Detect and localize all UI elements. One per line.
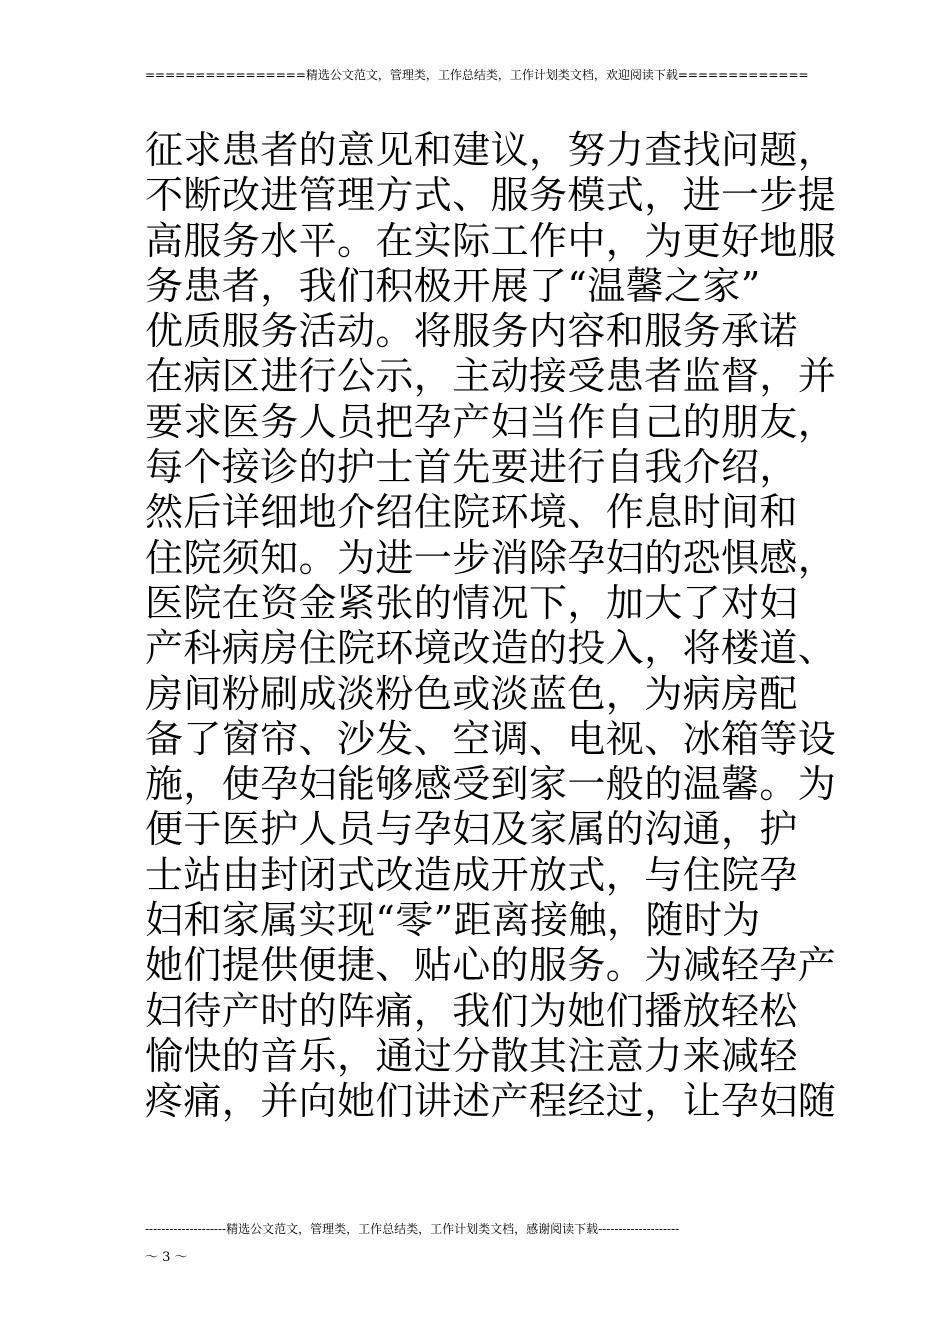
page-header: ================精选公文范文，管理类，工作总结类，工作计划类文档，欢迎阅读下载============= <box>145 68 809 82</box>
body-line: 士站由封闭式改造成开放式，与住院孕 <box>145 852 798 897</box>
body-line: 征求患者的意见和建议，努力查找问题， <box>145 128 837 172</box>
body-line: 要求医务人员把孕产妇当作自己的朋友， <box>145 399 837 444</box>
body-line: 然后详细地介绍住院环境、作息时间和 <box>145 490 798 535</box>
body-line: 备了窗帘、沙发、空调、电视、冰箱等设 <box>145 716 837 761</box>
body-line: 医院在资金紧张的情况下，加大了对妇 <box>145 580 798 625</box>
body-line: 疼痛，并向她们讲述产程经过，让孕妇随 <box>145 1079 837 1124</box>
body-line: 不断改进管理方式、服务模式，进一步提 <box>145 173 837 218</box>
body-line: 产科病房住院环境改造的投入，将楼道、 <box>145 626 837 671</box>
body-line: 务患者，我们积极开展了“温馨之家” <box>145 263 761 308</box>
page-number: ～ 3 ～ <box>145 1250 188 1265</box>
body-line: 房间粉刷成淡粉色或淡蓝色，为病房配 <box>145 671 798 716</box>
body-line: 高服务水平。在实际工作中，为更好地服 <box>145 218 837 263</box>
body-line: 妇待产时的阵痛，我们为她们播放轻松 <box>145 988 798 1033</box>
body-line: 妇和家属实现“零”距离接触，随时为 <box>145 898 761 943</box>
body-line: 优质服务活动。将服务内容和服务承诺 <box>145 309 798 354</box>
body-line: 在病区进行公示，主动接受患者监督，并 <box>145 354 837 399</box>
body-line: 每个接诊的护士首先要进行自我介绍， <box>145 445 798 490</box>
page-footer: --------------------精选公文范文，管理类，工作总结类，工作计划类文档，感谢阅读下载-------------------- <box>145 1222 680 1236</box>
body-line: 愉快的音乐，通过分散其注意力来减轻 <box>145 1033 798 1078</box>
document-body <box>145 128 837 1125</box>
body-line: 她们提供便捷、贴心的服务。为减轻孕产 <box>145 943 837 988</box>
body-line: 施，使孕妇能够感受到家一般的温馨。为 <box>145 762 837 807</box>
body-line: 住院须知。为进一步消除孕妇的恐惧感， <box>145 535 837 580</box>
body-line: 便于医护人员与孕妇及家属的沟通，护 <box>145 807 798 852</box>
